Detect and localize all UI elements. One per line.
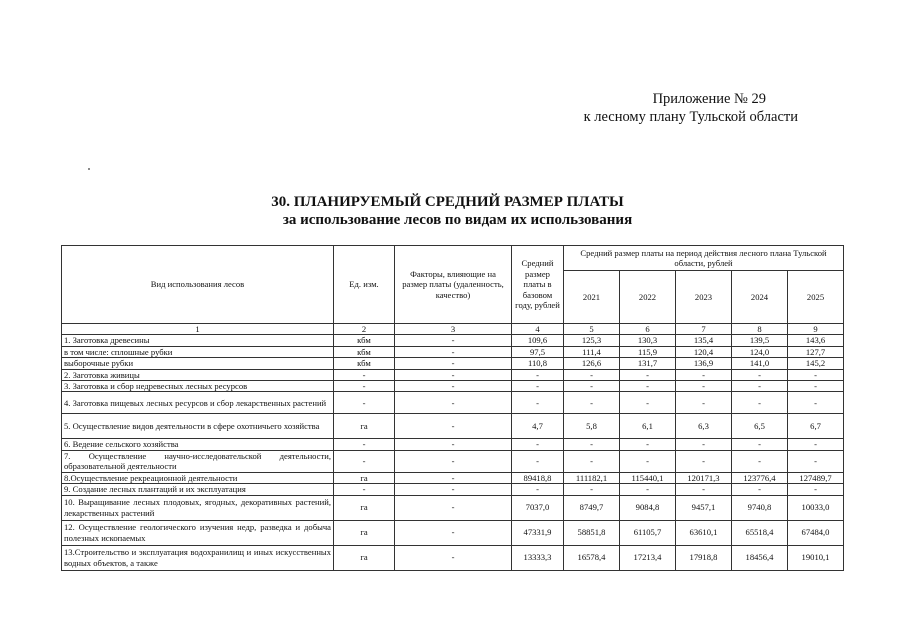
- row-2021: -: [564, 392, 620, 414]
- row-factors: -: [395, 439, 512, 450]
- appendix-number: Приложение № 29: [652, 91, 766, 107]
- row-2022: -: [620, 439, 676, 450]
- row-factors: -: [395, 472, 512, 483]
- row-unit: -: [334, 392, 395, 414]
- row-factors: -: [395, 346, 512, 357]
- row-2022: -: [620, 369, 676, 380]
- row-2023: -: [676, 484, 732, 495]
- table-row: [62, 520, 844, 545]
- header-year: 2024: [732, 271, 788, 324]
- row-2021: 111,4: [564, 346, 620, 357]
- row-name: 3. Заготовка и сбор недревесных лесных ресурсов: [62, 381, 334, 392]
- index-cell: 4: [512, 324, 564, 335]
- row-unit: кбм: [334, 346, 395, 357]
- row-unit: га: [334, 472, 395, 483]
- row-2023: 6,3: [676, 414, 732, 439]
- row-factors: -: [395, 381, 512, 392]
- row-2023: 63610,1: [676, 520, 732, 545]
- row-2025: -: [788, 439, 844, 450]
- row-base: -: [512, 369, 564, 380]
- index-cell: 3: [395, 324, 512, 335]
- row-base: -: [512, 484, 564, 495]
- row-2024: -: [732, 369, 788, 380]
- table-row: [62, 381, 844, 392]
- row-2021: 16578,4: [564, 545, 620, 570]
- row-name: 12. Осуществление геологического изучения недр, разведка и добыча полезных ископаемых: [62, 520, 334, 545]
- row-2022: -: [620, 392, 676, 414]
- row-factors: -: [395, 392, 512, 414]
- header-unit: Ед. изм.: [334, 246, 395, 324]
- row-unit: га: [334, 495, 395, 520]
- row-factors: -: [395, 520, 512, 545]
- table-row: [62, 414, 844, 439]
- row-2024: 18456,4: [732, 545, 788, 570]
- row-2021: 126,6: [564, 358, 620, 369]
- row-2024: 9740,8: [732, 495, 788, 520]
- row-2021: -: [564, 450, 620, 472]
- row-name: 4. Заготовка пищевых лесных ресурсов и сбор лекарственных растений: [62, 392, 334, 414]
- header-base: Средний размер платы в базовом году, рублей: [512, 246, 564, 324]
- table-row: [62, 484, 844, 495]
- page-title: 30. ПЛАНИРУЕМЫЙ СРЕДНИЙ РАЗМЕР ПЛАТЫ: [271, 194, 624, 210]
- index-cell: 9: [788, 324, 844, 335]
- row-2025: 67484,0: [788, 520, 844, 545]
- header-row-top: [62, 246, 844, 271]
- row-2025: 127,7: [788, 346, 844, 357]
- row-factors: -: [395, 369, 512, 380]
- row-unit: га: [334, 545, 395, 570]
- row-2022: 6,1: [620, 414, 676, 439]
- fee-table: [61, 245, 844, 571]
- row-2021: 5,8: [564, 414, 620, 439]
- scan-speck: [88, 168, 90, 170]
- row-factors: -: [395, 335, 512, 346]
- row-factors: -: [395, 358, 512, 369]
- table-row: [62, 369, 844, 380]
- row-2023: 17918,8: [676, 545, 732, 570]
- row-2023: -: [676, 450, 732, 472]
- row-2024: -: [732, 392, 788, 414]
- table-row: [62, 346, 844, 357]
- row-2025: -: [788, 484, 844, 495]
- row-2022: 115440,1: [620, 472, 676, 483]
- row-base: 47331,9: [512, 520, 564, 545]
- row-factors: -: [395, 484, 512, 495]
- row-base: -: [512, 392, 564, 414]
- row-2024: 141,0: [732, 358, 788, 369]
- row-base: 97,5: [512, 346, 564, 357]
- row-unit: кбм: [334, 335, 395, 346]
- row-unit: -: [334, 450, 395, 472]
- row-base: 109,6: [512, 335, 564, 346]
- table-row: [62, 450, 844, 472]
- row-2024: 6,5: [732, 414, 788, 439]
- row-base: 7037,0: [512, 495, 564, 520]
- row-base: 13333,3: [512, 545, 564, 570]
- row-base: -: [512, 439, 564, 450]
- row-2022: -: [620, 450, 676, 472]
- row-2025: 6,7: [788, 414, 844, 439]
- index-cell: 7: [676, 324, 732, 335]
- row-factors: -: [395, 545, 512, 570]
- header-factors: Факторы, влияющие на размер платы (удаленность, качество): [395, 246, 512, 324]
- index-cell: 2: [334, 324, 395, 335]
- row-name: 8.Осуществление рекреационной деятельности: [62, 472, 334, 483]
- row-unit: га: [334, 414, 395, 439]
- row-2022: 131,7: [620, 358, 676, 369]
- row-name: 2. Заготовка живицы: [62, 369, 334, 380]
- row-2021: 58851,8: [564, 520, 620, 545]
- row-2025: -: [788, 450, 844, 472]
- row-2022: 61105,7: [620, 520, 676, 545]
- row-2023: -: [676, 392, 732, 414]
- row-2022: 9084,8: [620, 495, 676, 520]
- page-subtitle: за использование лесов по видам их использования: [282, 212, 633, 228]
- table-row: [62, 335, 844, 346]
- row-2023: -: [676, 439, 732, 450]
- row-2022: -: [620, 381, 676, 392]
- row-2021: -: [564, 369, 620, 380]
- table-row: [62, 545, 844, 570]
- row-2024: -: [732, 450, 788, 472]
- row-unit: га: [334, 520, 395, 545]
- row-2021: -: [564, 381, 620, 392]
- table-row: [62, 439, 844, 450]
- row-unit: -: [334, 381, 395, 392]
- row-name: выборочные рубки: [62, 358, 334, 369]
- index-cell: 5: [564, 324, 620, 335]
- row-2025: -: [788, 369, 844, 380]
- row-name: 1. Заготовка древесины: [62, 335, 334, 346]
- row-2025: 145,2: [788, 358, 844, 369]
- header-year: 2022: [620, 271, 676, 324]
- row-2025: 19010,1: [788, 545, 844, 570]
- row-2021: -: [564, 484, 620, 495]
- row-2025: -: [788, 381, 844, 392]
- row-2025: -: [788, 392, 844, 414]
- row-2023: 120171,3: [676, 472, 732, 483]
- row-2023: -: [676, 369, 732, 380]
- row-base: 89418,8: [512, 472, 564, 483]
- row-factors: -: [395, 414, 512, 439]
- row-2021: 8749,7: [564, 495, 620, 520]
- row-2025: 127489,7: [788, 472, 844, 483]
- row-unit: -: [334, 369, 395, 380]
- row-base: -: [512, 381, 564, 392]
- row-unit: кбм: [334, 358, 395, 369]
- table-row: [62, 472, 844, 483]
- row-2024: 123776,4: [732, 472, 788, 483]
- row-name: 9. Создание лесных плантаций и их эксплуатация: [62, 484, 334, 495]
- row-name: в том числе: сплошные рубки: [62, 346, 334, 357]
- row-2023: 120,4: [676, 346, 732, 357]
- row-2024: 124,0: [732, 346, 788, 357]
- row-2024: -: [732, 484, 788, 495]
- row-2025: 143,6: [788, 335, 844, 346]
- row-2022: 17213,4: [620, 545, 676, 570]
- row-2023: 135,4: [676, 335, 732, 346]
- appendix-subtitle: к лесному плану Тульской области: [583, 109, 798, 125]
- header-year: 2025: [788, 271, 844, 324]
- row-2022: 115,9: [620, 346, 676, 357]
- row-name: 7. Осуществление научно-исследовательской деятельности, образовательной деятельности: [62, 450, 334, 472]
- row-2024: 65518,4: [732, 520, 788, 545]
- row-base: 110,8: [512, 358, 564, 369]
- row-2022: -: [620, 484, 676, 495]
- row-name: 13.Строительство и эксплуатация водохранилищ и иных искусственных водных объектов, а также: [62, 545, 334, 570]
- row-2021: 125,3: [564, 335, 620, 346]
- row-unit: -: [334, 439, 395, 450]
- row-2022: 130,3: [620, 335, 676, 346]
- row-2024: -: [732, 439, 788, 450]
- row-unit: -: [334, 484, 395, 495]
- row-2021: -: [564, 439, 620, 450]
- table-row: [62, 358, 844, 369]
- row-base: -: [512, 450, 564, 472]
- header-period: Средний размер платы на период действия лесного плана Тульской области, рублей: [564, 246, 844, 271]
- row-2023: 136,9: [676, 358, 732, 369]
- table-row: [62, 392, 844, 414]
- table-row: [62, 495, 844, 520]
- row-2024: -: [732, 381, 788, 392]
- row-2021: 111182,1: [564, 472, 620, 483]
- row-2024: 139,5: [732, 335, 788, 346]
- row-name: 6. Ведение сельского хозяйства: [62, 439, 334, 450]
- row-factors: -: [395, 495, 512, 520]
- index-row: [62, 324, 844, 335]
- row-name: 5. Осуществление видов деятельности в сфере охотничьего хозяйства: [62, 414, 334, 439]
- row-2025: 10033,0: [788, 495, 844, 520]
- row-2023: -: [676, 381, 732, 392]
- row-name: 10. Выращивание лесных плодовых, ягодных, декоративных растений, лекарственных растений: [62, 495, 334, 520]
- index-cell: 1: [62, 324, 334, 335]
- header-year: 2023: [676, 271, 732, 324]
- header-year: 2021: [564, 271, 620, 324]
- header-kind: Вид использования лесов: [62, 246, 334, 324]
- row-base: 4,7: [512, 414, 564, 439]
- row-factors: -: [395, 450, 512, 472]
- index-cell: 8: [732, 324, 788, 335]
- row-2023: 9457,1: [676, 495, 732, 520]
- index-cell: 6: [620, 324, 676, 335]
